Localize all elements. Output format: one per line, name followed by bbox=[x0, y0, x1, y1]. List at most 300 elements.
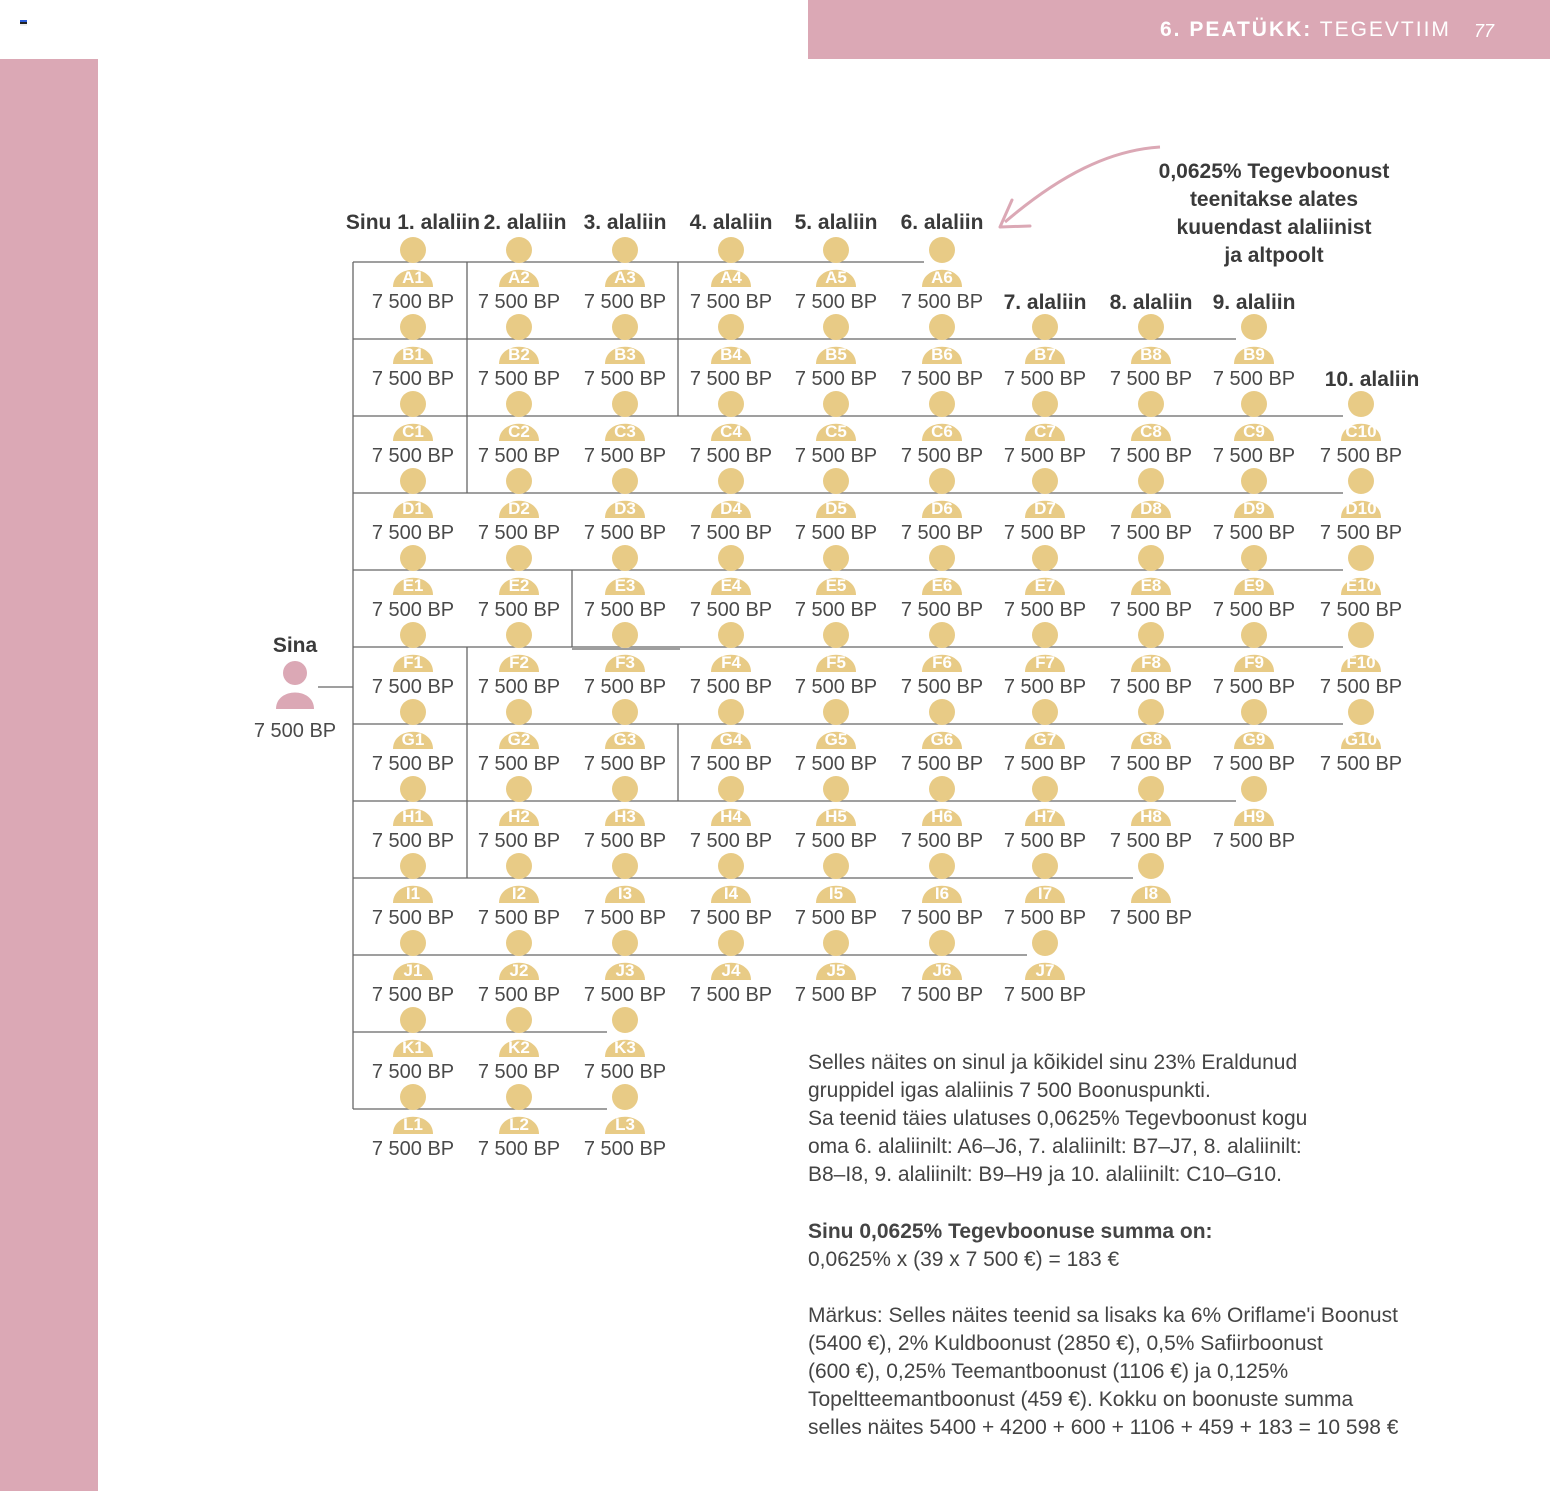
member-head-icon bbox=[612, 853, 638, 879]
member-bp: 7 500 BP bbox=[794, 368, 878, 390]
member-bp: 7 500 BP bbox=[794, 291, 878, 313]
member-bp: 7 500 BP bbox=[900, 676, 984, 698]
member-id: F1 bbox=[403, 653, 423, 672]
member-node bbox=[584, 930, 666, 1006]
member-bp: 7 500 BP bbox=[477, 599, 561, 621]
level-header: 6. alaliin bbox=[900, 211, 984, 234]
member-id: F9 bbox=[1244, 653, 1264, 672]
member-bp: 7 500 BP bbox=[689, 291, 773, 313]
level-header: 4. alaliin bbox=[689, 211, 773, 234]
member-bp: 7 500 BP bbox=[477, 1138, 561, 1160]
member-id: J3 bbox=[615, 961, 635, 980]
member-head-icon bbox=[400, 468, 426, 494]
member-bp: 7 500 BP bbox=[371, 830, 455, 852]
member-bp: 7 500 BP bbox=[900, 522, 984, 544]
level-header: 8. alaliin bbox=[1109, 291, 1193, 314]
level-header: 10. alaliin bbox=[1324, 368, 1420, 391]
member-node bbox=[901, 391, 983, 467]
level-header: 5. alaliin bbox=[794, 211, 878, 234]
member-id: B6 bbox=[931, 345, 953, 364]
root-bp: 7 500 BP bbox=[253, 720, 337, 742]
member-bp: 7 500 BP bbox=[900, 753, 984, 775]
member-head-icon bbox=[1138, 314, 1164, 340]
member-node bbox=[372, 930, 454, 1006]
member-bp: 7 500 BP bbox=[794, 830, 878, 852]
member-id: L3 bbox=[615, 1115, 635, 1134]
member-head-icon bbox=[718, 468, 744, 494]
member-head-icon bbox=[1032, 776, 1058, 802]
member-node bbox=[1110, 545, 1192, 621]
member-bp: 7 500 BP bbox=[371, 368, 455, 390]
member-bp: 7 500 BP bbox=[689, 676, 773, 698]
member-bp: 7 500 BP bbox=[1319, 753, 1403, 775]
member-head-icon bbox=[506, 1084, 532, 1110]
member-node bbox=[795, 622, 877, 698]
explanation-line: B8–I8, 9. alaliinilt: B9–H9 ja 10. alaliinilt: C10–G10. bbox=[808, 1163, 1282, 1186]
member-node bbox=[584, 776, 666, 852]
member-head-icon bbox=[1241, 468, 1267, 494]
member-bp: 7 500 BP bbox=[794, 445, 878, 467]
member-bp: 7 500 BP bbox=[1003, 830, 1087, 852]
member-id: J6 bbox=[932, 961, 952, 980]
member-bp: 7 500 BP bbox=[477, 368, 561, 390]
member-id: G5 bbox=[824, 730, 848, 749]
member-head-icon bbox=[823, 699, 849, 725]
member-id: C2 bbox=[508, 422, 530, 441]
member-node bbox=[690, 853, 772, 929]
member-node bbox=[478, 1007, 560, 1083]
member-node bbox=[690, 314, 772, 390]
member-node bbox=[1213, 391, 1295, 467]
member-head-icon bbox=[400, 699, 426, 725]
chapter-name: TEGEVTIIM bbox=[1312, 18, 1451, 41]
member-bp: 7 500 BP bbox=[477, 522, 561, 544]
member-id: C1 bbox=[402, 422, 424, 441]
member-bp: 7 500 BP bbox=[689, 445, 773, 467]
note-line: selles näites 5400 + 4200 + 600 + 1106 + 459 + 183 = 10 598 € bbox=[808, 1416, 1399, 1439]
member-node bbox=[1110, 776, 1192, 852]
member-head-icon bbox=[929, 391, 955, 417]
member-node bbox=[901, 853, 983, 929]
member-id: F4 bbox=[721, 653, 741, 672]
member-node bbox=[372, 1084, 454, 1160]
member-head-icon bbox=[400, 237, 426, 263]
member-id: B2 bbox=[508, 345, 530, 364]
member-id: C9 bbox=[1243, 422, 1265, 441]
root-label: Sina bbox=[272, 634, 318, 657]
member-node bbox=[901, 622, 983, 698]
member-node bbox=[901, 930, 983, 1006]
member-id: D2 bbox=[508, 499, 530, 518]
member-id: E3 bbox=[614, 576, 636, 595]
member-bp: 7 500 BP bbox=[1003, 599, 1087, 621]
member-id: C7 bbox=[1034, 422, 1056, 441]
member-head-icon bbox=[929, 237, 955, 263]
level-header: Sinu 1. alaliin bbox=[345, 211, 481, 234]
member-id: E7 bbox=[1034, 576, 1056, 595]
member-head-icon bbox=[718, 699, 744, 725]
member-node bbox=[478, 699, 560, 775]
member-node bbox=[901, 699, 983, 775]
member-node bbox=[1110, 853, 1192, 929]
member-head-icon bbox=[823, 930, 849, 956]
member-id: F8 bbox=[1141, 653, 1161, 672]
member-bp: 7 500 BP bbox=[477, 291, 561, 313]
member-id: D8 bbox=[1140, 499, 1162, 518]
member-head-icon bbox=[823, 468, 849, 494]
explanation-line: Sa teenid täies ulatuses 0,0625% Tegevboonust kogu bbox=[808, 1107, 1308, 1130]
member-id: J4 bbox=[721, 961, 741, 980]
member-node bbox=[1110, 468, 1192, 544]
callout-line: 0,0625% Tegevboonust bbox=[1158, 160, 1390, 183]
member-node bbox=[690, 545, 772, 621]
member-bp: 7 500 BP bbox=[1212, 676, 1296, 698]
member-id: J1 bbox=[403, 961, 423, 980]
member-head-icon bbox=[1241, 545, 1267, 571]
member-id: C8 bbox=[1140, 422, 1162, 441]
member-id: G6 bbox=[930, 730, 954, 749]
member-id: A6 bbox=[931, 268, 953, 287]
member-node bbox=[372, 1007, 454, 1083]
member-bp: 7 500 BP bbox=[1109, 830, 1193, 852]
member-node bbox=[1004, 391, 1086, 467]
callout-line: ja altpoolt bbox=[1224, 244, 1324, 267]
member-id: I5 bbox=[828, 884, 844, 903]
member-node bbox=[478, 545, 560, 621]
member-head-icon bbox=[1032, 391, 1058, 417]
member-id: B5 bbox=[825, 345, 847, 364]
member-node bbox=[1004, 314, 1086, 390]
member-id: A3 bbox=[614, 268, 636, 287]
member-head-icon bbox=[1032, 314, 1058, 340]
member-id: K2 bbox=[508, 1038, 530, 1057]
member-head-icon bbox=[929, 930, 955, 956]
member-id: E6 bbox=[931, 576, 953, 595]
member-bp: 7 500 BP bbox=[1109, 522, 1193, 544]
member-bp: 7 500 BP bbox=[900, 907, 984, 929]
member-id: B1 bbox=[402, 345, 424, 364]
member-bp: 7 500 BP bbox=[1003, 984, 1087, 1006]
member-bp: 7 500 BP bbox=[371, 676, 455, 698]
member-node bbox=[584, 1084, 666, 1160]
member-bp: 7 500 BP bbox=[689, 830, 773, 852]
member-node bbox=[478, 468, 560, 544]
member-id: F3 bbox=[615, 653, 635, 672]
member-head-icon bbox=[506, 853, 532, 879]
member-bp: 7 500 BP bbox=[1319, 445, 1403, 467]
member-node bbox=[1110, 314, 1192, 390]
member-id: J7 bbox=[1035, 961, 1055, 980]
member-id: E4 bbox=[720, 576, 742, 595]
member-id: I2 bbox=[511, 884, 527, 903]
member-id: J2 bbox=[509, 961, 529, 980]
member-head-icon bbox=[1348, 699, 1374, 725]
member-node bbox=[478, 1084, 560, 1160]
member-node bbox=[478, 237, 560, 313]
member-id: L1 bbox=[403, 1115, 423, 1134]
member-id: H3 bbox=[614, 807, 636, 826]
member-head-icon bbox=[506, 1007, 532, 1033]
member-head-icon bbox=[929, 853, 955, 879]
member-node bbox=[1320, 391, 1402, 467]
member-bp: 7 500 BP bbox=[1003, 907, 1087, 929]
member-id: G7 bbox=[1033, 730, 1057, 749]
member-bp: 7 500 BP bbox=[477, 753, 561, 775]
member-node bbox=[1213, 622, 1295, 698]
root-person-icon bbox=[283, 661, 307, 685]
member-head-icon bbox=[929, 699, 955, 725]
member-head-icon bbox=[718, 314, 744, 340]
member-head-icon bbox=[718, 391, 744, 417]
member-id: C10 bbox=[1345, 422, 1377, 441]
member-bp: 7 500 BP bbox=[1319, 676, 1403, 698]
bonus-sum-block bbox=[808, 1218, 1508, 1274]
member-node bbox=[901, 314, 983, 390]
member-node bbox=[795, 545, 877, 621]
member-id: G8 bbox=[1139, 730, 1163, 749]
member-node bbox=[1110, 699, 1192, 775]
member-id: D5 bbox=[825, 499, 847, 518]
member-head-icon bbox=[506, 776, 532, 802]
member-id: D4 bbox=[720, 499, 742, 518]
member-bp: 7 500 BP bbox=[689, 907, 773, 929]
member-head-icon bbox=[506, 930, 532, 956]
callout-line: teenitakse alates bbox=[1189, 188, 1359, 211]
member-id: B3 bbox=[614, 345, 636, 364]
member-head-icon bbox=[1138, 391, 1164, 417]
member-node bbox=[478, 622, 560, 698]
member-head-icon bbox=[612, 237, 638, 263]
member-head-icon bbox=[1032, 622, 1058, 648]
member-bp: 7 500 BP bbox=[1109, 753, 1193, 775]
member-bp: 7 500 BP bbox=[583, 599, 667, 621]
member-id: H5 bbox=[825, 807, 847, 826]
member-node bbox=[372, 468, 454, 544]
member-node bbox=[372, 622, 454, 698]
member-node bbox=[690, 930, 772, 1006]
member-node bbox=[795, 699, 877, 775]
member-bp: 7 500 BP bbox=[583, 522, 667, 544]
member-id: I7 bbox=[1037, 884, 1053, 903]
member-bp: 7 500 BP bbox=[1003, 445, 1087, 467]
note-line: (5400 €), 2% Kuldboonust (2850 €), 0,5% Safiirboonust bbox=[808, 1332, 1323, 1355]
member-head-icon bbox=[612, 1084, 638, 1110]
member-bp: 7 500 BP bbox=[900, 445, 984, 467]
member-id: G2 bbox=[507, 730, 531, 749]
note-line: Märkus: Selles näites teenid sa lisaks ka 6% Oriflame'i Boonust bbox=[808, 1304, 1398, 1327]
member-node bbox=[1110, 391, 1192, 467]
member-head-icon bbox=[1138, 622, 1164, 648]
member-id: E10 bbox=[1345, 576, 1377, 595]
member-bp: 7 500 BP bbox=[477, 907, 561, 929]
member-id: G9 bbox=[1242, 730, 1266, 749]
member-node bbox=[584, 699, 666, 775]
member-bp: 7 500 BP bbox=[900, 599, 984, 621]
member-head-icon bbox=[1348, 545, 1374, 571]
member-bp: 7 500 BP bbox=[583, 1138, 667, 1160]
member-node bbox=[584, 468, 666, 544]
member-head-icon bbox=[1138, 853, 1164, 879]
member-head-icon bbox=[823, 545, 849, 571]
member-head-icon bbox=[1138, 545, 1164, 571]
member-id: I4 bbox=[723, 884, 739, 903]
member-bp: 7 500 BP bbox=[689, 753, 773, 775]
member-head-icon bbox=[506, 545, 532, 571]
member-head-icon bbox=[400, 930, 426, 956]
member-bp: 7 500 BP bbox=[794, 907, 878, 929]
member-id: B9 bbox=[1243, 345, 1265, 364]
level-header: 7. alaliin bbox=[1003, 291, 1087, 314]
member-bp: 7 500 BP bbox=[1212, 830, 1296, 852]
member-node bbox=[584, 1007, 666, 1083]
member-node bbox=[690, 699, 772, 775]
member-head-icon bbox=[929, 622, 955, 648]
member-id: G10 bbox=[1344, 730, 1378, 749]
member-id: E1 bbox=[402, 576, 424, 595]
member-id: H1 bbox=[402, 807, 424, 826]
member-node bbox=[795, 853, 877, 929]
member-id: L2 bbox=[509, 1115, 529, 1134]
member-head-icon bbox=[1241, 699, 1267, 725]
member-id: I6 bbox=[934, 884, 950, 903]
note-line: (600 €), 0,25% Teemantboonust (1106 €) ja 0,125% bbox=[808, 1360, 1289, 1383]
member-node bbox=[690, 237, 772, 313]
member-id: F6 bbox=[932, 653, 952, 672]
member-node bbox=[1004, 545, 1086, 621]
member-node bbox=[901, 237, 983, 313]
member-head-icon bbox=[1138, 699, 1164, 725]
member-node bbox=[795, 237, 877, 313]
member-id: K3 bbox=[614, 1038, 636, 1057]
explanation-line: oma 6. alaliinilt: A6–J6, 7. alaliinilt: B7–J7, 8. alaliinilt: bbox=[808, 1135, 1302, 1158]
member-head-icon bbox=[1348, 622, 1374, 648]
member-id: F5 bbox=[826, 653, 846, 672]
level-header: 9. alaliin bbox=[1212, 291, 1296, 314]
member-head-icon bbox=[929, 468, 955, 494]
member-id: D9 bbox=[1243, 499, 1265, 518]
member-id: H8 bbox=[1140, 807, 1162, 826]
member-id: J5 bbox=[826, 961, 846, 980]
member-bp: 7 500 BP bbox=[900, 368, 984, 390]
member-node bbox=[372, 237, 454, 313]
member-head-icon bbox=[506, 237, 532, 263]
member-bp: 7 500 BP bbox=[477, 676, 561, 698]
member-bp: 7 500 BP bbox=[900, 830, 984, 852]
member-head-icon bbox=[929, 314, 955, 340]
member-node bbox=[795, 314, 877, 390]
member-head-icon bbox=[612, 314, 638, 340]
member-head-icon bbox=[718, 853, 744, 879]
member-head-icon bbox=[823, 314, 849, 340]
member-head-icon bbox=[718, 545, 744, 571]
member-node bbox=[372, 391, 454, 467]
member-id: D3 bbox=[614, 499, 636, 518]
member-node bbox=[1004, 930, 1086, 1006]
member-node bbox=[1004, 468, 1086, 544]
member-node bbox=[584, 391, 666, 467]
member-bp: 7 500 BP bbox=[1003, 368, 1087, 390]
explanation-line: gruppidel igas alaliinis 7 500 Boonuspunkti. bbox=[808, 1079, 1211, 1102]
member-id: I8 bbox=[1143, 884, 1159, 903]
member-head-icon bbox=[400, 545, 426, 571]
member-id: C3 bbox=[614, 422, 636, 441]
member-node bbox=[584, 314, 666, 390]
member-bp: 7 500 BP bbox=[583, 830, 667, 852]
level-header: 2. alaliin bbox=[483, 211, 567, 234]
level-header: 3. alaliin bbox=[583, 211, 667, 234]
member-node bbox=[1213, 699, 1295, 775]
member-id: A4 bbox=[720, 268, 742, 287]
member-node bbox=[584, 622, 666, 698]
member-node bbox=[1213, 468, 1295, 544]
member-bp: 7 500 BP bbox=[1003, 676, 1087, 698]
sum-heading: Sinu 0,0625% Tegevboonuse summa on: bbox=[808, 1220, 1213, 1243]
member-bp: 7 500 BP bbox=[583, 907, 667, 929]
root-person-body-icon bbox=[276, 693, 314, 710]
member-id: D7 bbox=[1034, 499, 1056, 518]
member-bp: 7 500 BP bbox=[900, 291, 984, 313]
member-bp: 7 500 BP bbox=[371, 753, 455, 775]
member-bp: 7 500 BP bbox=[477, 445, 561, 467]
member-bp: 7 500 BP bbox=[477, 984, 561, 1006]
member-head-icon bbox=[1032, 930, 1058, 956]
member-node bbox=[372, 776, 454, 852]
member-bp: 7 500 BP bbox=[794, 753, 878, 775]
member-id: A2 bbox=[508, 268, 530, 287]
member-node bbox=[1320, 468, 1402, 544]
member-node bbox=[690, 776, 772, 852]
member-node bbox=[690, 622, 772, 698]
member-bp: 7 500 BP bbox=[1212, 753, 1296, 775]
member-id: B8 bbox=[1140, 345, 1162, 364]
member-id: D10 bbox=[1345, 499, 1377, 518]
member-node bbox=[690, 391, 772, 467]
member-head-icon bbox=[612, 776, 638, 802]
member-head-icon bbox=[506, 699, 532, 725]
member-node bbox=[1320, 699, 1402, 775]
member-head-icon bbox=[400, 776, 426, 802]
member-id: B4 bbox=[720, 345, 742, 364]
member-id: E5 bbox=[825, 576, 847, 595]
member-bp: 7 500 BP bbox=[371, 599, 455, 621]
member-bp: 7 500 BP bbox=[371, 907, 455, 929]
member-id: G3 bbox=[613, 730, 637, 749]
member-node bbox=[478, 314, 560, 390]
member-bp: 7 500 BP bbox=[583, 445, 667, 467]
member-head-icon bbox=[400, 1007, 426, 1033]
explanation-paragraph bbox=[808, 1049, 1508, 1189]
member-node bbox=[1110, 622, 1192, 698]
member-head-icon bbox=[718, 237, 744, 263]
member-node bbox=[372, 545, 454, 621]
member-head-icon bbox=[823, 237, 849, 263]
member-bp: 7 500 BP bbox=[583, 753, 667, 775]
member-node bbox=[795, 776, 877, 852]
member-head-icon bbox=[506, 391, 532, 417]
member-id: B7 bbox=[1034, 345, 1056, 364]
member-bp: 7 500 BP bbox=[1109, 599, 1193, 621]
member-head-icon bbox=[612, 391, 638, 417]
member-bp: 7 500 BP bbox=[794, 676, 878, 698]
member-node bbox=[1213, 776, 1295, 852]
member-bp: 7 500 BP bbox=[1319, 522, 1403, 544]
member-head-icon bbox=[1032, 853, 1058, 879]
member-node bbox=[584, 853, 666, 929]
member-bp: 7 500 BP bbox=[1212, 522, 1296, 544]
member-bp: 7 500 BP bbox=[794, 522, 878, 544]
member-node bbox=[901, 545, 983, 621]
member-id: E8 bbox=[1140, 576, 1162, 595]
